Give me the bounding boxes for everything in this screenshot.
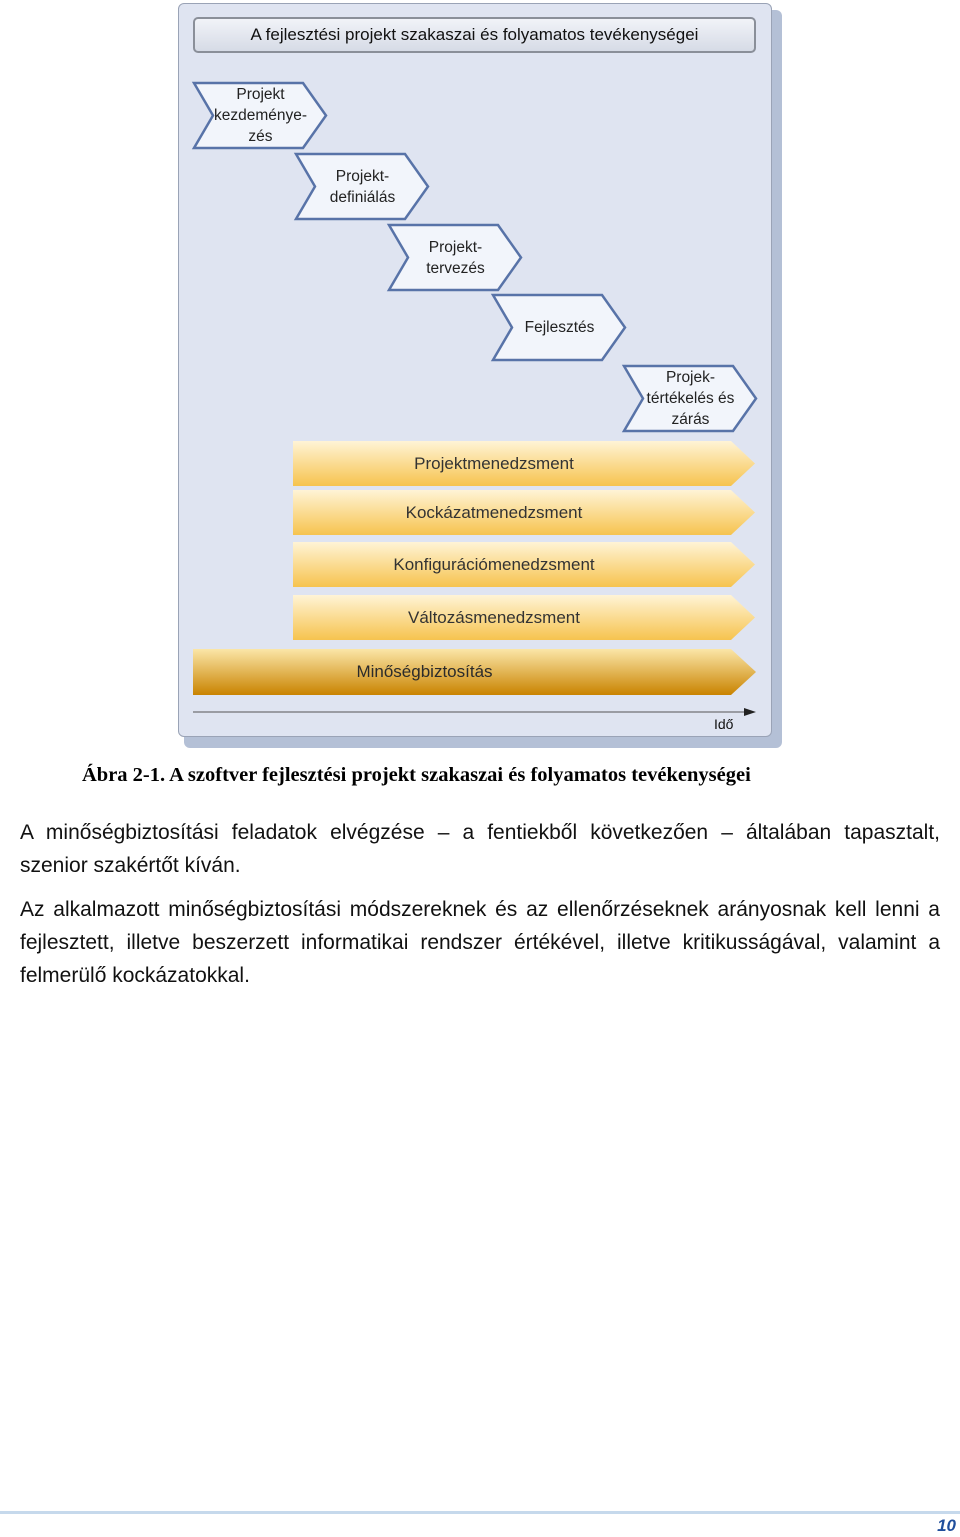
paragraph: A minőségbiztosítási feladatok elvégzése – a fentiekből következően – általában tapasztalt, szenior szakértőt kíván. [20,821,940,877]
footer-divider [0,1511,960,1514]
process-label: Minőségbiztosítás [356,662,493,681]
process-label: Konfigurációmenedzsment [393,554,595,574]
time-axis-label: Idő [714,716,734,732]
paragraph: Az alkalmazott minőségbiztosítási módszereknek és az ellenőrzéseknek arányosnak kell lenni a fejlesztett, illetve beszerzett informatikai rendszer értékével, illetve kritikusságával, valamint a felmerülő kockázatokkal. [20,898,940,987]
phase-label: Projekt- tervezés [426,238,485,277]
process-configuration-management [293,542,755,587]
process-change-management [293,595,755,640]
page-number: 10 [937,1516,956,1535]
time-axis-arrow [193,705,758,721]
process-label: Projektmenedzsment [414,453,574,473]
phase-label: Projekt kezdeménye- zés [213,86,308,145]
phase-initiation [193,82,328,149]
phase-definition [295,153,430,220]
phase-label: Projek- tértékelés és zárás [646,369,735,428]
phase-label: Projekt- definiálás [329,167,396,206]
process-risk-management [293,490,755,535]
phase-planning [388,224,523,291]
process-label: Változásmenedzsment [408,607,580,627]
phase-label: Fejlesztés [524,319,595,336]
figure-caption: Ábra 2-1. A szoftver fejlesztési projekt szakaszai és folyamatos tevékenységei [82,764,751,786]
figure-title: A fejlesztési projekt szakaszai és folyamatos tevékenységei [193,17,756,53]
process-label: Kockázatmenedzsment [405,502,583,522]
phase-closure [623,365,758,432]
phase-development [492,294,627,361]
process-quality-assurance [193,649,756,695]
process-project-management [293,441,755,486]
